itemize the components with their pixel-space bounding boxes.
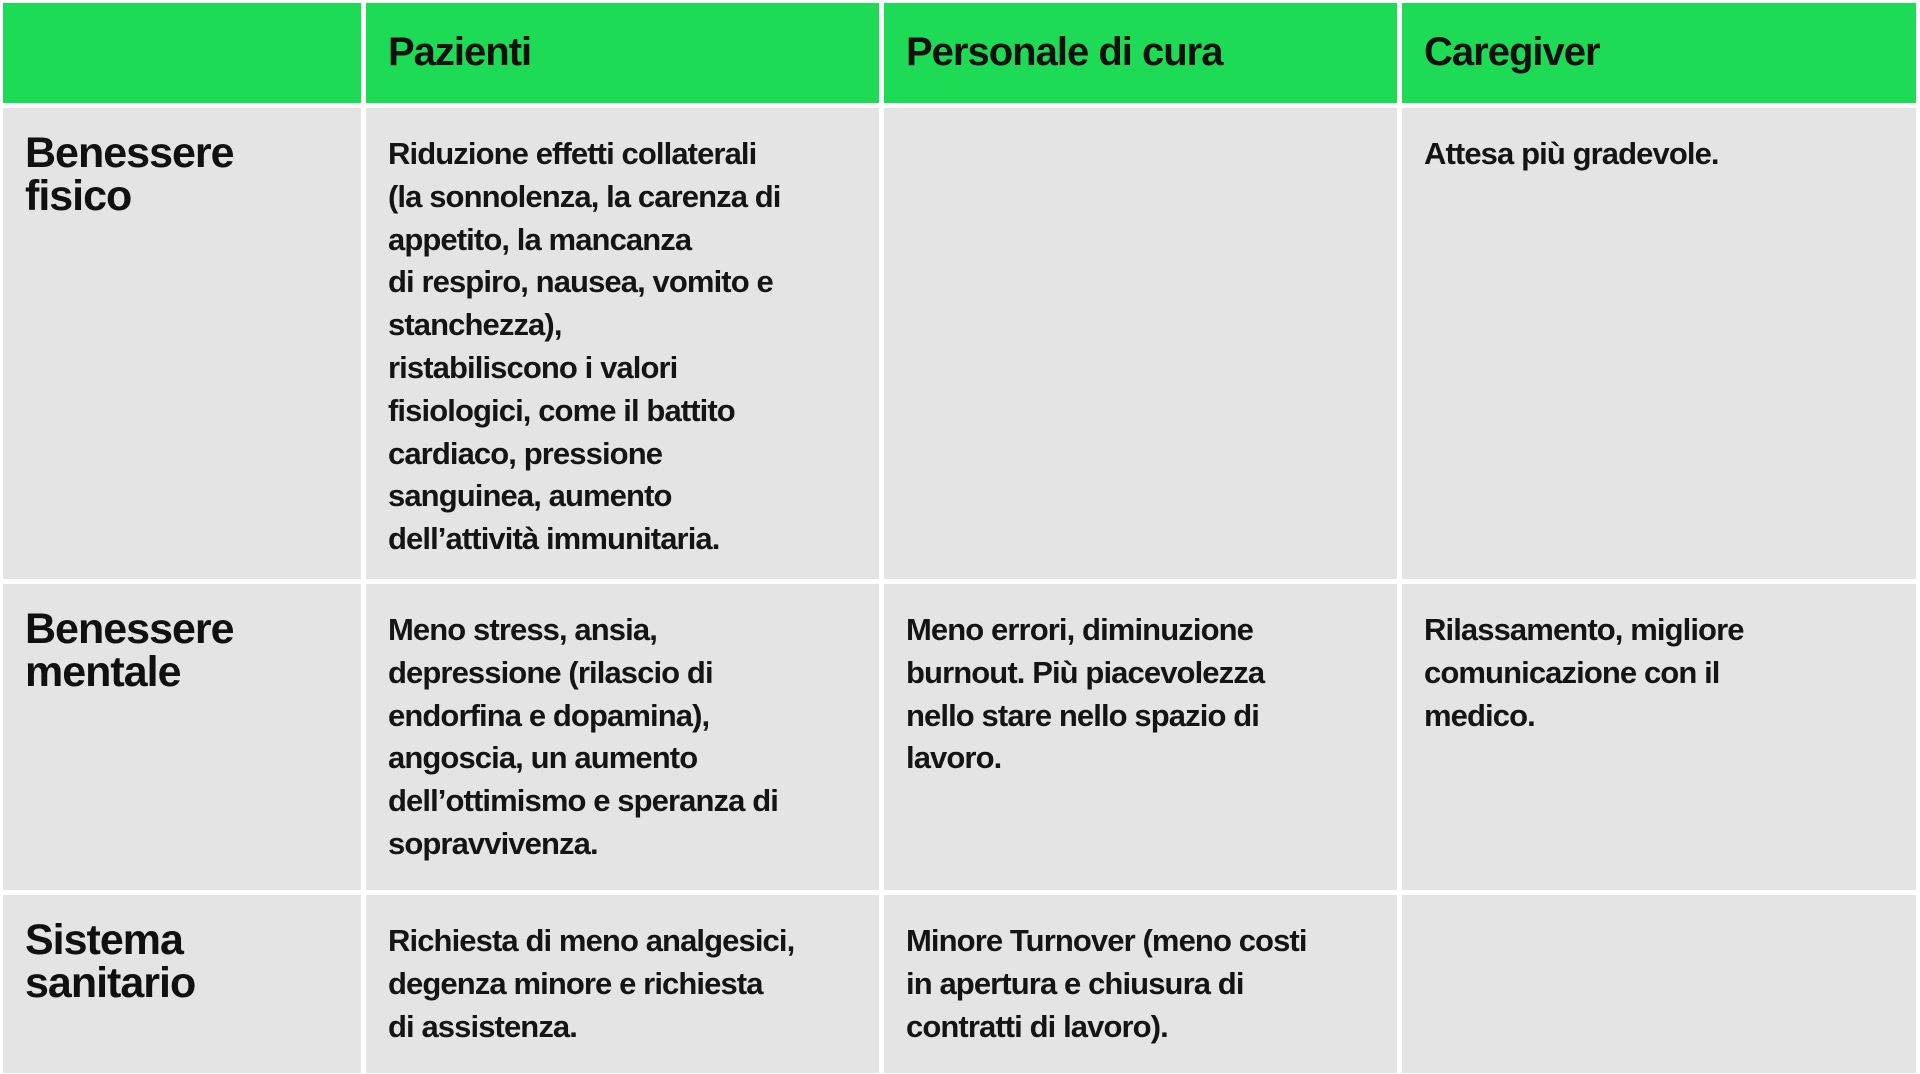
cell-text: Meno errori, diminuzione burnout. Più piacevolezza nello stare nello spazio di lavoro. xyxy=(906,612,1265,776)
row-label: Sistema sanitario xyxy=(25,916,196,1007)
table-cell-fisico-personale xyxy=(884,108,1397,579)
header-corner-cell xyxy=(3,3,361,103)
cell-text: Riduzione effetti collaterali (la sonnolenza, la carenza di appetito, la mancanza di respiro, nausea, vomito e stanchezza), ristabiliscono i valori fisiologici, come il battito cardiaco, pressione sanguinea, aumento dell’attività immunitaria. xyxy=(388,136,781,557)
table-cell-mentale-personale xyxy=(884,584,1397,890)
cell-text: Richiesta di meno analgesici, degenza minore e richiesta di assistenza. xyxy=(388,923,795,1044)
table-cell-fisico-caregiver xyxy=(1402,108,1916,579)
row-header-benessere-fisico xyxy=(3,108,361,579)
column-header-personale-di-cura: Personale di cura xyxy=(906,29,1223,74)
header-cell-personale-di-cura xyxy=(884,3,1397,103)
table-cell-mentale-pazienti xyxy=(366,584,879,890)
cell-text: Attesa più gradevole. xyxy=(1424,136,1719,171)
table-cell-sanitario-pazienti xyxy=(366,895,879,1073)
column-header-pazienti: Pazienti xyxy=(388,29,532,74)
row-header-benessere-mentale xyxy=(3,584,361,890)
table-cell-fisico-pazienti xyxy=(366,108,879,579)
benefits-table xyxy=(3,3,1916,1073)
cell-text: Minore Turnover (meno costi in apertura e chiusura di contratti di lavoro). xyxy=(906,923,1307,1044)
column-header-caregiver: Caregiver xyxy=(1424,29,1600,74)
header-cell-pazienti xyxy=(366,3,879,103)
row-header-sistema-sanitario xyxy=(3,895,361,1073)
row-label: Benessere fisico xyxy=(25,129,234,220)
cell-text: Meno stress, ansia, depressione (rilascio di endorfina e dopamina), angoscia, un aumento dell’ottimismo e speranza di sopravvivenza. xyxy=(388,612,778,861)
header-cell-caregiver xyxy=(1402,3,1916,103)
row-label: Benessere mentale xyxy=(25,605,234,696)
table-cell-sanitario-caregiver xyxy=(1402,895,1916,1073)
table-cell-mentale-caregiver xyxy=(1402,584,1916,890)
table-cell-sanitario-personale xyxy=(884,895,1397,1073)
cell-text: Rilassamento, migliore comunicazione con il medico. xyxy=(1424,612,1744,733)
